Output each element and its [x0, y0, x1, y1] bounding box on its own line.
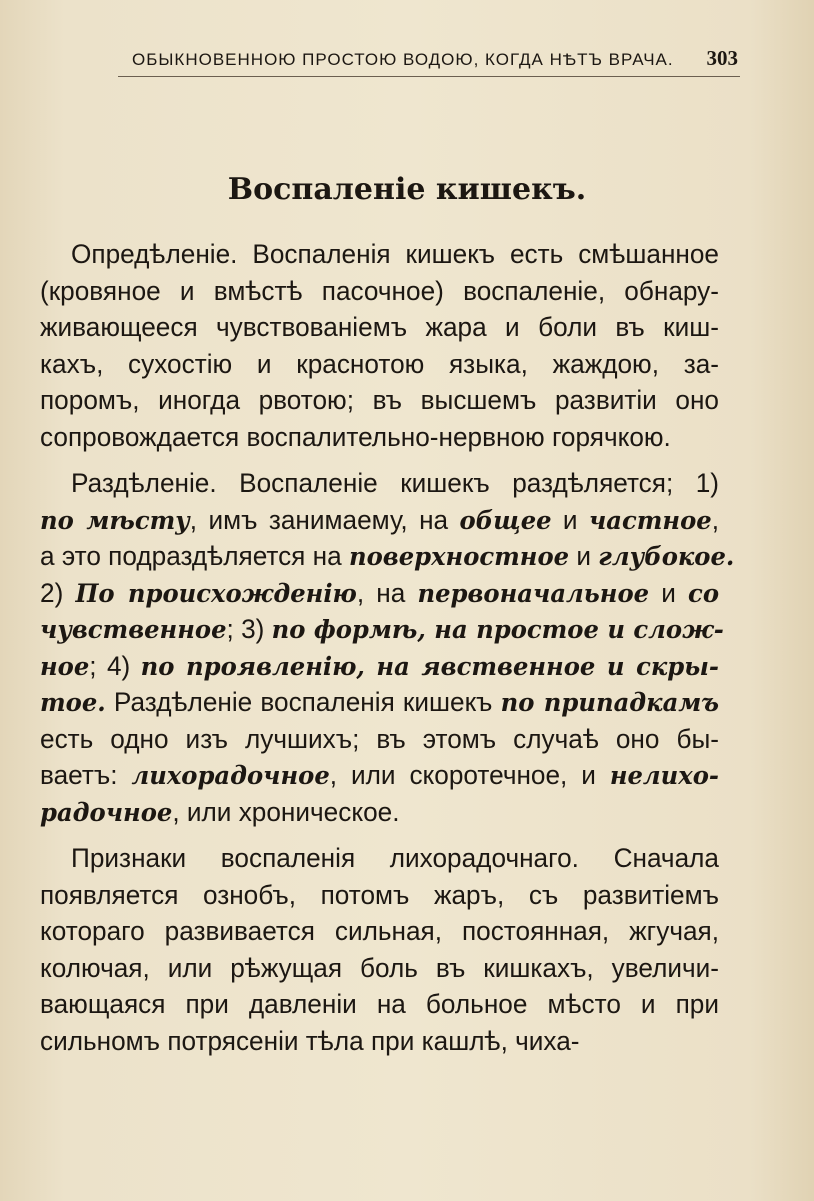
- text-run: ; 3): [226, 614, 272, 644]
- text-run: живающееся чувствованіемъ жара и боли въ киш-: [40, 312, 719, 342]
- italic-term: по припадкамъ: [500, 688, 719, 717]
- text-line: [40, 419, 719, 456]
- text-line: [40, 502, 719, 539]
- italic-term: первоначальное: [417, 578, 650, 608]
- text-line: [40, 950, 719, 987]
- text-line: [40, 611, 724, 648]
- italic-term: по проявленію, на явственное и скры-: [140, 651, 719, 681]
- italic-term: глубокое.: [598, 542, 735, 571]
- text-line: [40, 913, 719, 950]
- text-run: Признаки воспаленія лихорадочнаго. Сначала: [71, 843, 720, 873]
- section-title: Воспаленіе кишекъ.: [227, 172, 587, 207]
- text-run: кахъ, сухостію и краснотою языка, жаждою, за-: [40, 348, 719, 379]
- text-run: ваетъ:: [40, 760, 132, 790]
- text-run: сильномъ потрясеніи тѣла при кашлѣ, чиха-: [40, 1025, 580, 1056]
- italic-term: По происхожденію: [75, 578, 357, 608]
- running-head: [118, 46, 740, 77]
- italic-term: нелихо-: [609, 761, 719, 790]
- text-line: [40, 721, 719, 758]
- italic-term: радочное: [40, 797, 173, 827]
- text-run: сопровождается воспалительно-нервною горячкою.: [40, 421, 671, 452]
- body-text: [40, 236, 735, 1059]
- text-run: есть одно изъ лучшихъ; въ этомъ случаѣ оно бы-: [40, 723, 719, 754]
- text-line: [40, 382, 719, 419]
- italic-term: поверхностное: [348, 542, 570, 571]
- text-run: ,: [711, 504, 719, 535]
- text-run: , или хроническое.: [172, 796, 400, 827]
- italic-term: по формѣ, на простое и слож-: [271, 615, 724, 644]
- text-run: , имъ занимаему, на: [189, 504, 460, 535]
- text-line: [40, 648, 719, 685]
- italic-term: чувственное: [40, 615, 227, 644]
- text-run: , на: [356, 577, 418, 608]
- text-line: [40, 346, 719, 383]
- text-run: колючая, или рѣжущая боль въ кишкахъ, увеличи-: [40, 952, 719, 983]
- text-line: [40, 309, 719, 346]
- text-line: [40, 840, 719, 877]
- text-run: (кровяное и вмѣстѣ пасочное) воспаленіе, обнару-: [40, 275, 719, 306]
- text-run: и: [649, 577, 689, 608]
- text-line: [40, 236, 719, 273]
- text-run: а это подраздѣляется на: [40, 541, 349, 571]
- italic-term: со: [688, 578, 719, 608]
- text-line: [40, 757, 719, 794]
- text-run: Раздѣленіе. Воспаленіе кишекъ раздѣляется; 1): [71, 468, 720, 498]
- text-run: 2): [40, 577, 76, 608]
- running-title: ОБЫКНОВЕННОЮ ПРОСТОЮ ВОДОЮ, КОГДА НѢТЪ ВРАЧА.: [132, 50, 674, 69]
- text-line: [40, 273, 719, 310]
- text-line: [40, 986, 719, 1023]
- text-line: [40, 794, 719, 831]
- page-number: 303: [706, 46, 738, 70]
- text-line: [40, 684, 719, 721]
- text-run: ; 4): [89, 650, 141, 681]
- italic-term: общее: [459, 505, 552, 535]
- italic-term: по мѣсту: [40, 505, 190, 535]
- text-run: вающаяся при давленіи на больное мѣсто и при: [40, 989, 719, 1019]
- italic-term: тое.: [40, 688, 106, 717]
- text-run: и: [551, 504, 589, 535]
- text-run: поромъ, иногда рвотою; въ высшемъ развитіи оно: [40, 385, 719, 415]
- text-run: Опредѣленіе. Воспаленія кишекъ есть смѣшанное: [71, 239, 720, 269]
- text-run: , или скоротечное, и: [329, 760, 610, 790]
- italic-term: частное: [588, 505, 712, 535]
- text-run: Раздѣленіе воспаленія кишекъ: [105, 687, 501, 717]
- text-run: появляется ознобъ, потомъ жаръ, съ развитіемъ: [40, 879, 719, 910]
- text-run: котораго развивается сильная, постоянная, жгучая,: [40, 916, 719, 946]
- text-line: [40, 1023, 719, 1060]
- italic-term: лихорадочное: [131, 761, 330, 790]
- text-line: [40, 538, 735, 575]
- text-run: и: [569, 541, 599, 571]
- text-line: [40, 877, 719, 914]
- text-line: [40, 465, 719, 502]
- italic-term: ное: [40, 651, 90, 681]
- text-line: [40, 575, 719, 612]
